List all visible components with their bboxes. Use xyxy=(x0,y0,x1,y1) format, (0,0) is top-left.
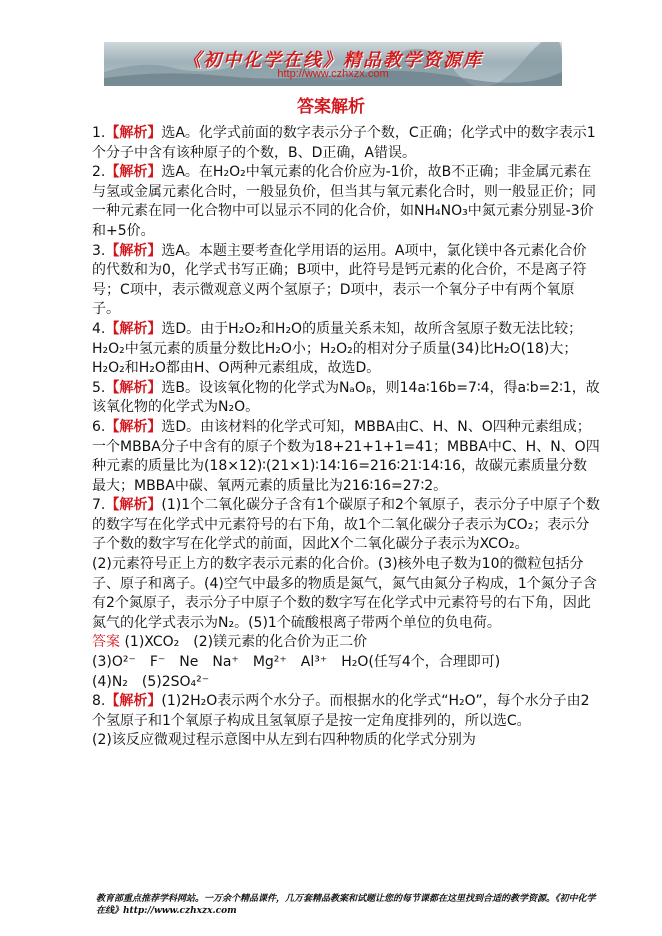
answer-item-3 xyxy=(92,242,600,320)
header-banner xyxy=(104,42,562,86)
answer-item-1 xyxy=(92,124,600,163)
item-text: 选A。在H₂O₂中氧元素的化合价应为-1价，故B不正确；非金属元素在与氢或金属元素化合时，一般显负价，但当其与氧元素化合时，则一般显正价；同一种元素在同一化合物中可以显示不同的化合价，如NH₄NO₃中氮元素分别显-3价和+5价。 xyxy=(92,164,596,239)
item-number: 7. xyxy=(92,497,106,514)
answer-item-6 xyxy=(92,418,600,496)
item-text: 选D。由该材料的化学式可知，MBBA由C、H、N、O四种元素组成；一个MBBA分子中含有的原子个数为18+21+1+1=41；MBBA中C、H、N、O四种元素的质量比为(18×12)∶(21×1)∶14∶16=216∶21∶14∶16，故碳元素质量分数最大；MBBA中碳、氧两元素的质量比为216∶16=27∶2。 xyxy=(92,418,600,494)
item-number: 8. xyxy=(92,693,106,710)
item-text: (1)2H₂O表示两个水分子。而根据水的化学式“H₂O”，每个水分子由2个氢原子和1个氧原子构成且氢氧原子是按一定角度排列的，所以选C。 xyxy=(92,693,590,729)
item-text: 选A。本题主要考查化学用语的运用。A项中，氯化镁中各元素化合价的代数和为0，化学式书写正确；B项中，此符号是钙元素的化合价，不是离子符号；C项中，表示微观意义两个氢原子；D项中，表示一个氧分子中有两个氧原子。 xyxy=(92,242,587,318)
answer-text: (4)N₂ (5)2SO₄²⁻ xyxy=(92,673,210,690)
item-text: 选B。设该氧化物的化学式为NₐOᵦ，则14a∶16b=7∶4，得a∶b=2∶1，故该氧化物的化学式为N₂O。 xyxy=(92,379,600,416)
analysis-tag: 【解析】 xyxy=(105,242,162,259)
answer-item-8-continued xyxy=(92,731,600,751)
answer-item-2 xyxy=(92,163,600,241)
page-title: 答案解析 xyxy=(297,97,365,117)
item-number: 2. xyxy=(92,164,106,181)
answer-item-4 xyxy=(92,320,600,379)
analysis-tag: 【解析】 xyxy=(105,693,162,710)
item-number: 5. xyxy=(92,379,106,396)
item-number: 4. xyxy=(92,320,106,337)
answer-item-7-continued xyxy=(92,555,600,633)
item-text: 选A。化学式前面的数字表示分子个数，C正确；化学式中的数字表示1个分子中含有该种原子的个数，B、D正确，A错误。 xyxy=(92,125,596,161)
answer-7-line-1 xyxy=(92,633,600,653)
answer-7-line-3 xyxy=(92,673,600,693)
analysis-tag: 【解析】 xyxy=(105,379,162,396)
banner-url[interactable]: http://www.czhxzx.com xyxy=(277,68,389,80)
page-footer: 教育部重点推荐学科网站。一万余个精品课件，几万套精品教案和试题让您的每节课都在这里找到合适的教学资源。《初中化学在线》http://www.czhxzx.com xyxy=(96,894,596,916)
answer-item-5 xyxy=(92,379,600,418)
analysis-tag: 【解析】 xyxy=(105,125,162,141)
item-number: 6. xyxy=(92,418,106,435)
item-number: 1. xyxy=(92,125,106,141)
answer-item-7 xyxy=(92,496,600,555)
answer-item-8 xyxy=(92,692,600,731)
analysis-tag: 【解析】 xyxy=(105,497,162,514)
item-number: 3. xyxy=(92,242,106,259)
answer-text: (3)O²⁻ F⁻ Ne Na⁺ Mg²⁺ Al³⁺ H₂O(任写4个，合理即可) xyxy=(92,654,501,671)
item-text: (1)1个二氧化碳分子含有1个碳原子和2个氧原子，表示分子中原子个数的数字写在化学式中元素符号的右下角，故1个二氧化碳分子表示为CO₂；表示分子个数的数字写在化学式的前面，因此X个二氧化碳分子表示为XCO₂。 xyxy=(92,497,600,553)
answer-label: 答案 xyxy=(92,634,120,651)
answer-text: (1)XCO₂ (2)镁元素的化合价为正二价 xyxy=(124,634,368,651)
banner-title: 《初中化学在线》精品教学资源库 xyxy=(183,50,483,71)
item-text: 选D。由于H₂O₂和H₂O的质量关系未知，故所含氢原子数无法比较；H₂O₂中氢元素的质量分数比H₂O小；H₂O₂的相对分子质量(34)比H₂O(18)大；H₂O₂和H₂O都由H、O两种元素组成，故选D。 xyxy=(92,320,583,377)
analysis-tag: 【解析】 xyxy=(105,164,162,181)
answer-content xyxy=(92,124,600,751)
item-text: (2)该反应微观过程示意图中从左到右四种物质的化学式分别为 xyxy=(92,732,476,749)
analysis-tag: 【解析】 xyxy=(105,320,162,337)
item-text: (2)元素符号正上方的数字表示元素的化合价。(3)核外电子数为10的微粒包括分子、原子和离子。(4)空气中最多的物质是氮气，氮气由氮分子构成，1个氮分子含有2个氮原子，表示分子中原子个数的数字写在化学式中元素符号的右下角，因此氮气的化学式表示为N₂。(5)1个硫酸根离子带两个单位的负电荷。 xyxy=(92,556,597,631)
analysis-tag: 【解析】 xyxy=(105,418,162,435)
answer-7-line-2 xyxy=(92,653,600,673)
